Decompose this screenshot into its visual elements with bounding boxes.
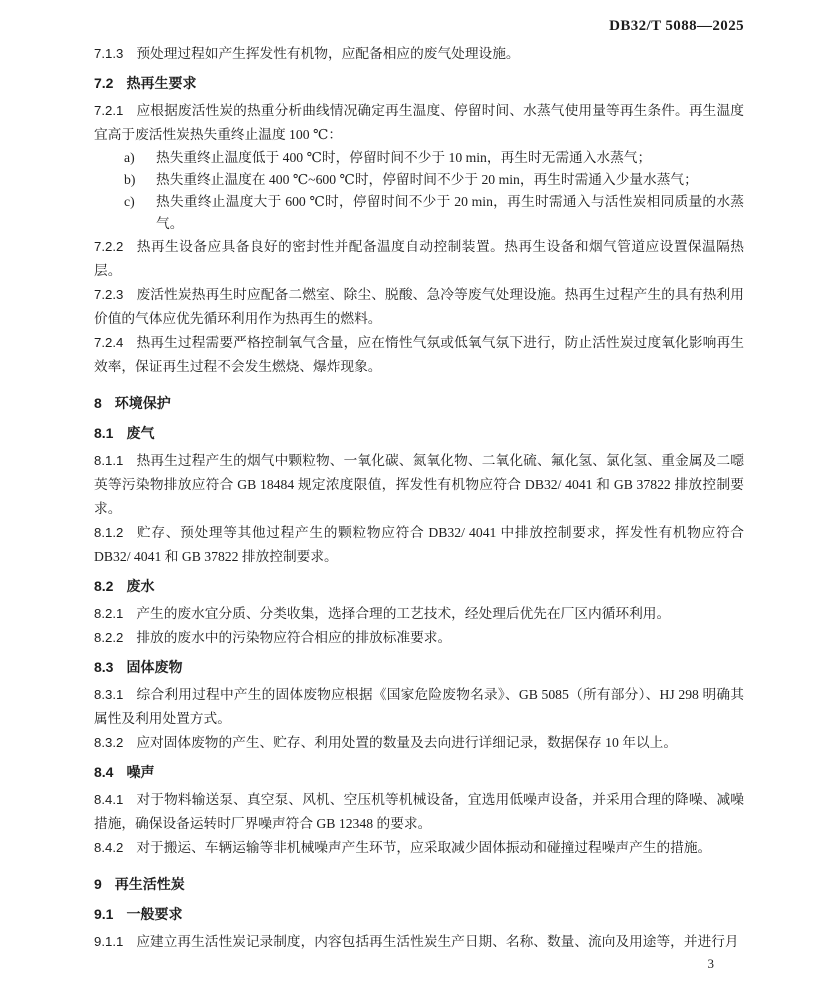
clause-number: 7.2.2 xyxy=(94,239,124,254)
clause-text: 应对固体废物的产生、贮存、利用处置的数量及去向进行详细记录，数据保存 10 年以上。 xyxy=(136,735,678,750)
clause-number: 8.1.2 xyxy=(94,525,124,540)
clause-7-2-4 xyxy=(94,331,744,379)
heading-title: 噪声 xyxy=(126,764,155,780)
heading-title: 再生活性炭 xyxy=(114,876,185,892)
page-number: 3 xyxy=(707,956,714,971)
clause-text: 应根据废活性炭的热重分析曲线情况确定再生温度、停留时间、水蒸气使用量等再生条件。再生温度宜高于废活性炭热失重终止温度 100 ℃： xyxy=(94,103,744,142)
heading-number: 9 xyxy=(94,876,102,892)
clause-text: 热再生过程需要严格控制氧气含量，应在惰性气氛或低氧气氛下进行，防止活性炭过度氧化影响再生效率，保证再生过程不会发生燃烧、爆炸现象。 xyxy=(94,335,744,374)
section-heading-8-4 xyxy=(94,762,744,782)
clause-7-2-3 xyxy=(94,283,744,331)
heading-title: 固体废物 xyxy=(126,659,183,675)
clause-9-1-1 xyxy=(94,930,744,954)
clause-number: 8.3.2 xyxy=(94,735,124,750)
clause-text: 综合利用过程中产生的固体废物应根据《国家危险废物名录》、GB 5085（所有部分）、HJ 298 明确其属性及利用处置方式。 xyxy=(94,687,744,726)
clause-number: 7.1.3 xyxy=(94,46,124,61)
ordered-list xyxy=(94,147,744,235)
heading-title: 热再生要求 xyxy=(126,75,197,91)
clause-8-3-2 xyxy=(94,731,744,755)
section-heading-8 xyxy=(94,393,744,413)
clause-7-2-1 xyxy=(94,99,744,147)
clause-8-2-2 xyxy=(94,626,744,650)
list-marker: c) xyxy=(124,194,135,209)
clause-text: 热再生设备应具备良好的密封性并配备温度自动控制装置。热再生设备和烟气管道应设置保温隔热层。 xyxy=(94,239,744,278)
heading-number: 8.4 xyxy=(94,764,114,780)
list-item-text: 热失重终止温度低于 400 ℃时，停留时间不少于 10 min，再生时无需通入水蒸气； xyxy=(156,150,652,165)
heading-number: 8.2 xyxy=(94,578,114,594)
clause-text: 预处理过程如产生挥发性有机物，应配备相应的废气处理设施。 xyxy=(136,46,520,61)
list-item-text: 热失重终止温度在 400 ℃~600 ℃时，停留时间不少于 20 min，再生时需通入少量水蒸气； xyxy=(156,172,698,187)
section-heading-9-1 xyxy=(94,904,744,924)
heading-number: 8.3 xyxy=(94,659,114,675)
clause-number: 7.2.4 xyxy=(94,335,124,350)
clause-number: 8.4.2 xyxy=(94,840,124,855)
section-heading-7-2 xyxy=(94,73,744,93)
clause-text: 废活性炭热再生时应配备二燃室、除尘、脱酸、急冷等废气处理设施。热再生过程产生的具有热利用价值的气体应优先循环利用作为热再生的燃料。 xyxy=(94,287,744,326)
clause-number: 8.1.1 xyxy=(94,453,124,468)
section-heading-8-3 xyxy=(94,657,744,677)
list-item-b xyxy=(94,169,744,191)
clause-text: 产生的废水宜分质、分类收集，选择合理的工艺技术，经处理后优先在厂区内循环利用。 xyxy=(136,606,671,621)
clause-8-2-1 xyxy=(94,602,744,626)
clause-text: 排放的废水中的污染物应符合相应的排放标准要求。 xyxy=(136,630,452,645)
heading-number: 8 xyxy=(94,395,102,411)
clause-8-4-2 xyxy=(94,836,744,860)
heading-number: 7.2 xyxy=(94,75,114,91)
clause-7-2-2 xyxy=(94,235,744,283)
heading-title: 废气 xyxy=(126,425,155,441)
heading-title: 废水 xyxy=(126,578,155,594)
clause-number: 7.2.1 xyxy=(94,103,124,118)
clause-7-1-3 xyxy=(94,42,744,66)
clause-number: 7.2.3 xyxy=(94,287,124,302)
clause-number: 8.2.1 xyxy=(94,606,124,621)
clause-8-1-1 xyxy=(94,449,744,521)
heading-number: 9.1 xyxy=(94,906,114,922)
heading-title: 环境保护 xyxy=(114,395,171,411)
clause-number: 8.4.1 xyxy=(94,792,124,807)
clause-number: 8.2.2 xyxy=(94,630,124,645)
section-heading-8-2 xyxy=(94,576,744,596)
heading-title: 一般要求 xyxy=(126,906,183,922)
list-item-c xyxy=(94,191,744,235)
clause-text: 热再生过程产生的烟气中颗粒物、一氧化碳、氮氧化物、二氧化硫、氟化氢、氯化氢、重金属及二噁英等污染物排放应符合 GB 18484 规定浓度限值，挥发性有机物应符合 DB32/ 4041 和 GB 37822 排放控制要求。 xyxy=(94,453,744,516)
clause-number: 8.3.1 xyxy=(94,687,124,702)
heading-number: 8.1 xyxy=(94,425,114,441)
list-item-a xyxy=(94,147,744,169)
list-item-text: 热失重终止温度大于 600 ℃时，停留时间不少于 20 min，再生时需通入与活性炭相同质量的水蒸气。 xyxy=(156,194,744,231)
section-heading-8-1 xyxy=(94,423,744,443)
clause-text: 对于搬运、车辆运输等非机械噪声产生环节，应采取减少固体振动和碰撞过程噪声产生的措施。 xyxy=(136,840,712,855)
clause-text: 对于物料输送泵、真空泵、风机、空压机等机械设备，宜选用低噪声设备，并采用合理的降噪、减噪措施，确保设备运转时厂界噪声符合 GB 12348 的要求。 xyxy=(94,792,744,831)
list-marker: a) xyxy=(124,150,135,165)
list-marker: b) xyxy=(124,172,136,187)
clause-number: 9.1.1 xyxy=(94,934,124,949)
clause-8-3-1 xyxy=(94,683,744,731)
clause-text: 贮存、预处理等其他过程产生的颗粒物应符合 DB32/ 4041 中排放控制要求，挥发性有机物应符合 DB32/ 4041 和 GB 37822 排放控制要求。 xyxy=(94,525,744,564)
section-heading-9 xyxy=(94,874,744,894)
clause-text: 应建立再生活性炭记录制度，内容包括再生活性炭生产日期、名称、数量、流向及用途等，并进行月 xyxy=(136,934,739,949)
clause-8-4-1 xyxy=(94,788,744,836)
standard-number: DB32/T 5088—2025 xyxy=(609,18,744,34)
clause-8-1-2 xyxy=(94,521,744,569)
